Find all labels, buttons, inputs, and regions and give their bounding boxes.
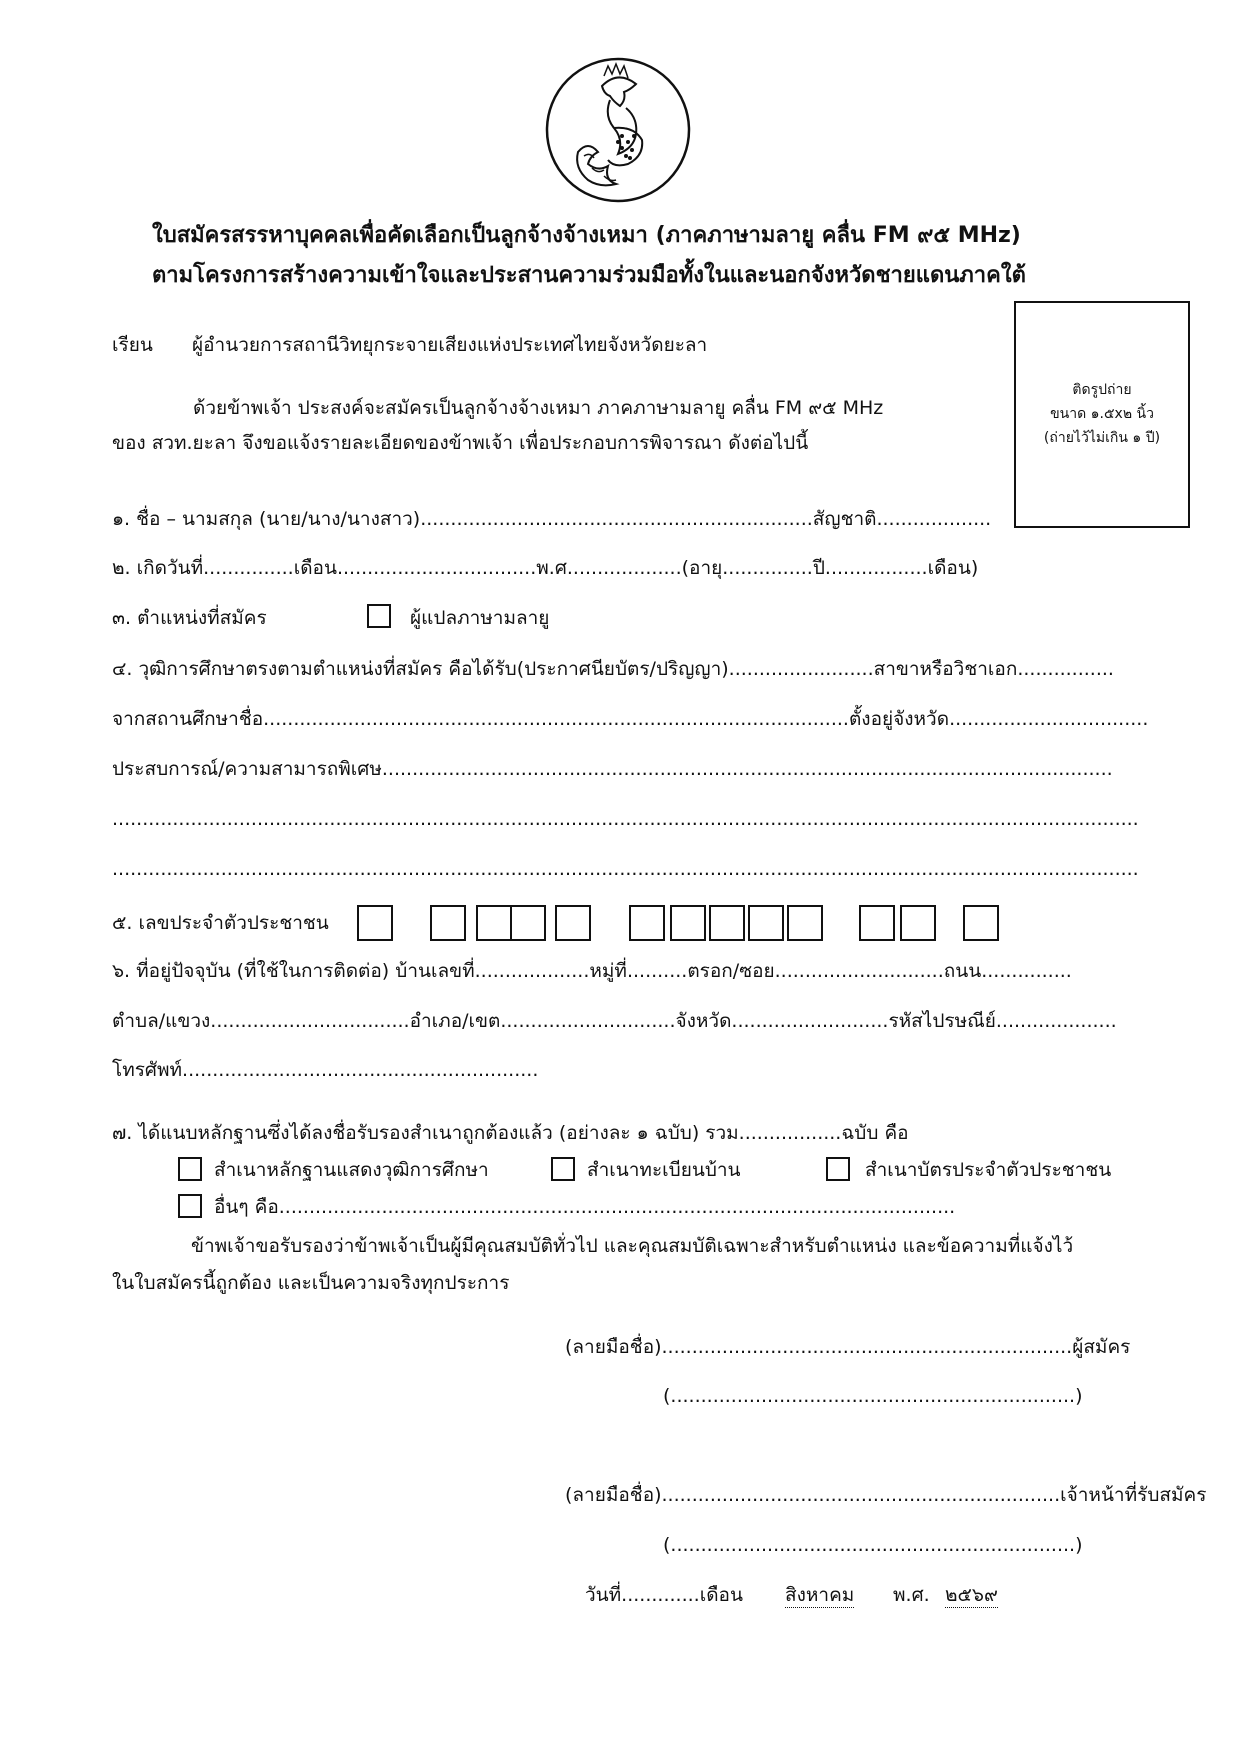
- attachment-education-checkbox[interactable]: [178, 1157, 202, 1181]
- attachment-education-label: สำเนาหลักฐานแสดงวุฒิการศึกษา: [214, 1159, 489, 1181]
- id-digit-box[interactable]: [629, 905, 665, 941]
- attachment-house-registration-checkbox[interactable]: [551, 1157, 575, 1181]
- emblem-logo: [544, 56, 692, 204]
- item6-address-line1: ๖. ที่อยู่ปัจจุบัน (ที่ใช้ในการติดต่อ) บ้านเลขที่...................หมู่ที่..........ตรอก/ซอย............................ถนน...............: [112, 960, 1072, 982]
- attachment-other-label: อื่นๆ คือ................................................................................................................: [214, 1196, 956, 1218]
- id-digit-box[interactable]: [709, 905, 745, 941]
- id-digit-box[interactable]: [787, 905, 823, 941]
- id-digit-box[interactable]: [963, 905, 999, 941]
- item3-position-label: ๓. ตำแหน่งที่สมัคร: [112, 607, 267, 629]
- item5-id-label: ๕. เลขประจำตัวประชาชน: [112, 912, 329, 934]
- id-digit-box[interactable]: [357, 905, 393, 941]
- attachment-other-checkbox[interactable]: [178, 1194, 202, 1218]
- salutation-label: เรียน: [112, 334, 153, 356]
- item2-birth-line: ๒. เกิดวันที่...............เดือน.................................พ.ศ...................(อายุ...............ปี.................เดือน): [112, 557, 979, 579]
- attachment-id-card-label: สำเนาบัตรประจำตัวประชาชน: [865, 1159, 1112, 1181]
- certify-line1: ข้าพเจ้าขอรับรองว่าข้าพเจ้าเป็นผู้มีคุณสมบัติทั่วไป และคุณสมบัติเฉพาะสำหรับตำแหน่ง และข้อความที่แจ้งไว้: [191, 1235, 1074, 1257]
- id-digit-box[interactable]: [430, 905, 466, 941]
- id-digit-box[interactable]: [510, 905, 546, 941]
- position-checkbox[interactable]: [367, 604, 391, 628]
- photo-box-line1: ติดรูปถ่าย: [1072, 382, 1132, 398]
- photo-box-line3: (ถ่ายไว้ไม่เกิน ๑ ปี): [1043, 430, 1161, 446]
- officer-name-line: (...................................................................): [663, 1534, 1083, 1556]
- applicant-name-line: (...................................................................): [663, 1385, 1083, 1407]
- id-digit-box[interactable]: [555, 905, 591, 941]
- intro-line1: ด้วยข้าพเจ้า ประสงค์จะสมัครเป็นลูกจ้างจ้างเหมา ภาคภาษามลายู คลื่น FM ๙๕ MHz: [193, 397, 884, 419]
- item7-attachments-line: ๗. ได้แนบหลักฐานซึ่งได้ลงชื่อรับรองสำเนาถูกต้องแล้ว (อย่างละ ๑ ฉบับ) รวม.................ฉบับ คือ: [112, 1122, 909, 1144]
- id-digit-box[interactable]: [859, 905, 895, 941]
- item1-name-line: ๑. ชื่อ – นามสกุล (นาย/นาง/นางสาว).................................................................สัญชาติ...................: [112, 508, 992, 530]
- id-digit-box[interactable]: [900, 905, 936, 941]
- date-year-label: พ.ศ.: [893, 1584, 930, 1606]
- item4-experience-blank-line1: ..........................................................................................................................................................................: [112, 808, 1139, 830]
- position-option-label: ผู้แปลภาษามลายู: [410, 607, 550, 629]
- salutation-recipient: ผู้อำนวยการสถานีวิทยุกระจายเสียงแห่งประเทศไทยจังหวัดยะลา: [192, 334, 708, 356]
- officer-signature-line: (ลายมือชื่อ)..................................................................เจ้าหน้าที่รับสมัคร: [565, 1484, 1207, 1506]
- item4-institution-line: จากสถานศึกษาชื่อ.................................................................................................ตั้งอยู่จังหวัด.................................: [112, 708, 1149, 730]
- applicant-signature-line: (ลายมือชื่อ)....................................................................ผู้สมัคร: [565, 1336, 1131, 1358]
- attachment-id-card-checkbox[interactable]: [826, 1157, 850, 1181]
- certify-line2: ในใบสมัครนี้ถูกต้อง และเป็นความจริงทุกประการ: [112, 1272, 510, 1294]
- date-month-value: สิงหาคม: [785, 1584, 855, 1606]
- photo-box: [1014, 301, 1190, 528]
- intro-line2: ของ สวท.ยะลา จึงขอแจ้งรายละเอียดของข้าพเจ้า เพื่อประกอบการพิจารณา ดังต่อไปนี้: [112, 432, 809, 454]
- item6-phone-line: โทรศัพท์...........................................................: [112, 1059, 539, 1081]
- date-day-label: วันที่.............เดือน: [585, 1584, 743, 1606]
- form-title-line1: ใบสมัครสรรหาบุคคลเพื่อคัดเลือกเป็นลูกจ้างจ้างเหมา (ภาคภาษามลายู คลื่น FM ๙๕ MHz): [152, 223, 1021, 248]
- item4-education-line: ๔. วุฒิการศึกษาตรงตามตำแหน่งที่สมัคร คือได้รับ(ประกาศนียบัตร/ปริญญา)........................สาขาหรือวิชาเอก................: [112, 658, 1114, 680]
- photo-box-line2: ขนาด ๑.๕x๒ นิ้ว: [1050, 406, 1154, 422]
- form-title-line2: ตามโครงการสร้างความเข้าใจและประสานความร่วมมือทั้งในและนอกจังหวัดชายแดนภาคใต้: [152, 263, 1026, 288]
- id-digit-box[interactable]: [670, 905, 706, 941]
- id-digit-box[interactable]: [748, 905, 784, 941]
- id-digit-box[interactable]: [476, 905, 512, 941]
- item4-experience-line: ประสบการณ์/ความสามารถพิเศษ.........................................................................................................................: [112, 758, 1113, 780]
- attachment-house-registration-label: สำเนาทะเบียนบ้าน: [587, 1159, 741, 1181]
- item6-address-line2: ตำบล/แขวง.................................อำเภอ/เขต.............................จังหวัด..........................รหัสไปรษณีย์....................: [112, 1010, 1117, 1032]
- date-year-value: ๒๕๖๙: [945, 1584, 998, 1606]
- item4-experience-blank-line2: ..........................................................................................................................................................................: [112, 858, 1139, 880]
